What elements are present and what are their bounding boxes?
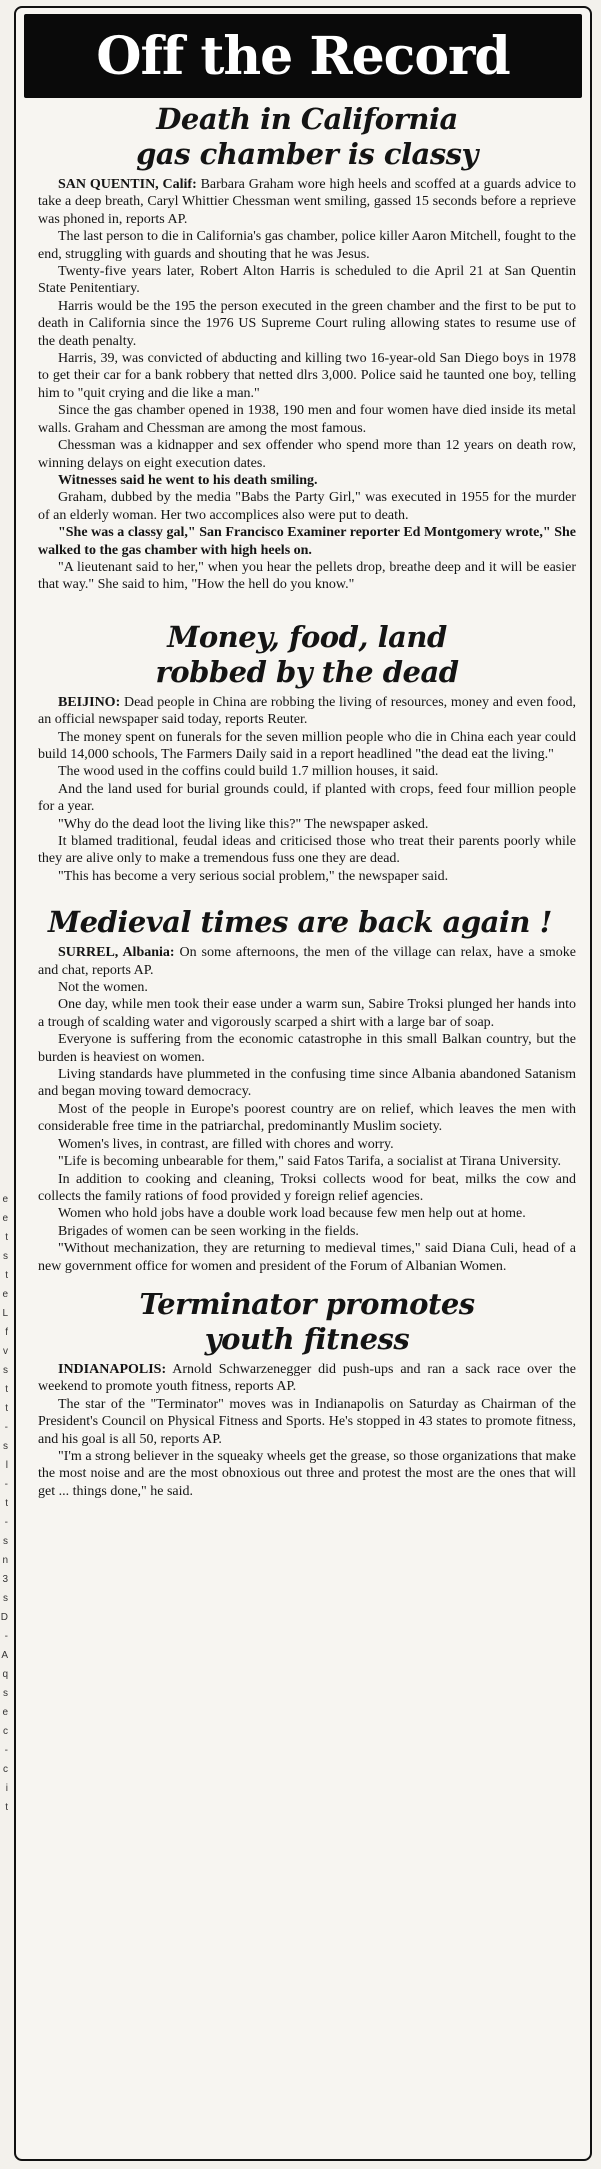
- edge-fragment: t: [5, 1403, 8, 1414]
- paragraph-text: The money spent on funerals for the seven million people who die in China each year could build 14,000 schools, The Farmers Daily said in a report headlined "the dead eat the living.": [38, 729, 576, 762]
- headline-line: Death in California: [156, 102, 458, 136]
- paragraph-text: Twenty-five years later, Robert Alton Harris is scheduled to die April 21 at San Quentin State Penitentiary.: [38, 264, 576, 297]
- body-paragraph: [38, 1240, 576, 1275]
- paragraph-text: Witnesses said he went to his death smiling.: [58, 472, 318, 488]
- headline-line: robbed by the dead: [155, 654, 459, 689]
- paragraph-text: Dead people in China are robbing the living of resources, money and even food, an official newspaper said today, reports Reuter.: [38, 694, 576, 728]
- paragraph-text: The wood used in the coffins could build 1.7 million houses, it said.: [58, 764, 439, 780]
- edge-fragment: 3: [2, 1574, 8, 1585]
- adjacent-column-fragments: [0, 1190, 8, 2140]
- body-paragraph: [38, 472, 576, 489]
- paragraph-text: "A lieutenant said to her," when you hear the pellets drop, breathe deep and it will be easier that way." She said to him, "How the hell do you know.": [38, 559, 576, 593]
- paragraph-text: Brigades of women can be seen working in the fields.: [58, 1223, 359, 1239]
- edge-fragment: t: [5, 1498, 8, 1509]
- dateline: BEIJINO:: [58, 694, 121, 710]
- body-paragraph: [38, 979, 576, 996]
- body-paragraph: [38, 402, 576, 437]
- article-headline: [38, 1287, 576, 1357]
- body-paragraph: [38, 1448, 576, 1500]
- off-the-record-column: [14, 6, 592, 2161]
- body-paragraph: [38, 228, 576, 263]
- body-paragraph: [38, 524, 576, 559]
- body-paragraph: [38, 437, 576, 472]
- body-paragraph: [38, 868, 576, 885]
- paragraph-text: One day, while men took their ease under a warm sun, Sabire Troksi plunged her hands into a trough of scalding water and vigorously scarped a shirt with a large bar of soap.: [38, 997, 576, 1030]
- edge-fragment: c: [3, 1764, 8, 1775]
- edge-fragment: s: [3, 1536, 8, 1547]
- paragraph-text: "Life is becoming unbearable for them," said Fatos Tarifa, a socialist at Tirana University.: [58, 1154, 562, 1170]
- paragraph-text: It blamed traditional, feudal ideas and criticised those who treat their parents poorly while they are alive only to make a tremendous fuss one they are dead.: [38, 834, 576, 867]
- edge-fragment: l: [5, 1460, 8, 1471]
- paragraph-text: Chessman was a kidnapper and sex offender who spend more than 12 years on death row, winning delays on eight execution dates.: [38, 438, 576, 471]
- body-paragraph: [38, 816, 576, 833]
- paragraph-text: Everyone is suffering from the economic catastrophe in this small Balkan country, but the burden is heaviest on women.: [38, 1032, 576, 1065]
- body-paragraph: [38, 1171, 576, 1206]
- body-paragraph: [38, 1153, 576, 1170]
- body-paragraph: [38, 833, 576, 868]
- edge-fragment: c: [3, 1726, 8, 1737]
- paragraph-text: The star of the "Terminator" moves was in Indianapolis on Saturday as Chairman of the President's Council on Physical Fitness and Sports. He's stopped in 43 states to promote fitness, and his goal is all 50, reports AP.: [38, 1396, 576, 1447]
- paragraph-text: Since the gas chamber opened in 1938, 190 men and four women have died inside its metal walls. Graham and Chessman are among the most famous.: [38, 403, 576, 436]
- body-paragraph: [38, 489, 576, 524]
- headline-line: Medieval times are back again !: [48, 905, 552, 940]
- body-paragraph: [38, 1396, 576, 1448]
- body-paragraph: [38, 1205, 576, 1222]
- edge-fragment: e: [2, 1213, 8, 1224]
- paragraph-text: Harris would be the 195 the person executed in the green chamber and the first to be put to death in California since the 1976 US Supreme Court ruling allowing states to resume use of the death penalty.: [38, 298, 576, 349]
- body-paragraph: [38, 263, 576, 298]
- lead-paragraph: [38, 694, 576, 729]
- headline-line: Terminator promotes: [139, 1286, 475, 1321]
- dateline: SAN QUENTIN, Calif:: [58, 177, 197, 192]
- article-headline: [38, 905, 576, 940]
- edge-fragment: i: [5, 1783, 8, 1794]
- edge-fragment: n: [2, 1555, 8, 1566]
- edge-fragment: e: [2, 1194, 8, 1205]
- paragraph-text: "Why do the dead loot the living like this?" The newspaper asked.: [58, 816, 429, 832]
- paragraph-text: Arnold Schwarzenegger did push-ups and ran a sack race over the weekend to promote youth fitness, reports AP.: [38, 1361, 577, 1395]
- paragraph-text: "She was a classy gal," San Francisco Examiner reporter Ed Montgomery wrote," She walked to the gas chamber with high heels on.: [38, 525, 576, 558]
- article-body: [38, 1361, 576, 1500]
- edge-fragment: t: [5, 1270, 8, 1281]
- article-money-food-land: [16, 620, 590, 885]
- dateline: INDIANAPOLIS:: [58, 1361, 167, 1377]
- lead-paragraph: [38, 176, 576, 228]
- edge-fragment: L: [2, 1308, 8, 1319]
- paragraph-text: Not the women.: [58, 980, 148, 996]
- edge-fragment: -: [4, 1745, 8, 1756]
- body-paragraph: [38, 729, 576, 764]
- article-headline: [38, 102, 576, 172]
- edge-fragment: q: [2, 1669, 8, 1680]
- headline-line: youth fitness: [204, 1321, 410, 1356]
- edge-fragment: v: [3, 1346, 8, 1357]
- paragraph-text: The last person to die in California's gas chamber, police killer Aaron Mitchell, fought to the end, struggling with guards and shouting that he was Jesus.: [38, 229, 576, 262]
- edge-fragment: -: [4, 1517, 8, 1528]
- paragraph-text: In addition to cooking and cleaning, Troksi collects wood for beat, milks the cow and collects the family rations of food provided y foreign relief agencies.: [38, 1171, 576, 1204]
- edge-fragment: -: [4, 1479, 8, 1490]
- paragraph-text: "Without mechanization, they are returning to medieval times," said Diana Culi, head of a new government office for women and president of the Forum of Albanian Women.: [38, 1241, 576, 1274]
- body-paragraph: [38, 1031, 576, 1066]
- body-paragraph: [38, 1066, 576, 1101]
- column-banner: Off the Record: [24, 14, 582, 98]
- body-paragraph: [38, 1136, 576, 1153]
- paragraph-text: Harris, 39, was convicted of abducting and killing two 16-year-old San Diego boys in 1978 to get their car for a bank robbery that netted dlrs 3,000. Police said he taunted one boy, telling him to "quit crying and die like a man.": [38, 351, 576, 401]
- edge-fragment: e: [2, 1707, 8, 1718]
- paragraph-text: "I'm a strong believer in the squeaky wheels get the grease, so those organizations that make the most noise and are the most obnoxious out three and protest the most are the ones that will get ... things done," he said.: [38, 1448, 576, 1499]
- edge-fragment: D: [0, 1612, 8, 1623]
- lead-paragraph: [38, 944, 576, 979]
- article-headline: [38, 620, 576, 690]
- edge-fragment: -: [4, 1631, 8, 1642]
- article-body: [38, 176, 576, 594]
- body-paragraph: [38, 559, 576, 594]
- headline-line: gas chamber is classy: [136, 137, 478, 171]
- body-paragraph: [38, 298, 576, 350]
- body-paragraph: [38, 996, 576, 1031]
- article-death-in-california: [16, 102, 590, 594]
- edge-fragment: A: [1, 1650, 8, 1661]
- edge-fragment: -: [4, 1422, 8, 1433]
- paragraph-text: And the land used for burial grounds could, if planted with crops, feed four million people for a year.: [38, 781, 576, 815]
- headline-line: Money, food, land: [167, 619, 447, 654]
- body-paragraph: [38, 763, 576, 780]
- edge-fragment: s: [3, 1365, 8, 1376]
- edge-fragment: s: [3, 1441, 8, 1452]
- edge-fragment: e: [2, 1289, 8, 1300]
- paragraph-text: Women's lives, in contrast, are filled with chores and worry.: [58, 1136, 394, 1152]
- edge-fragment: s: [3, 1251, 8, 1262]
- body-paragraph: [38, 350, 576, 402]
- edge-fragment: t: [5, 1232, 8, 1243]
- paragraph-text: Most of the people in Europe's poorest country are on relief, which leaves the men with considerable free time in the patriarchal, predominantly Muslim society.: [38, 1101, 576, 1135]
- body-paragraph: [38, 1101, 576, 1136]
- paragraph-text: Barbara Graham wore high heels and scoffed at a guards advice to take a deep breath, Caryl Whittier Chessman went smiling, gassed 15 seconds before a reprieve was phoned in, reports AP.: [38, 177, 576, 227]
- edge-fragment: f: [5, 1327, 8, 1338]
- body-paragraph: [38, 781, 576, 816]
- paragraph-text: "This has become a very serious social problem," the newspaper said.: [58, 868, 449, 884]
- edge-fragment: s: [3, 1688, 8, 1699]
- article-body: [38, 694, 576, 885]
- paragraph-text: Living standards have plummeted in the confusing time since Albania abandoned Satanism and began moving toward democracy.: [38, 1067, 576, 1100]
- paragraph-text: On some afternoons, the men of the village can relax, have a smoke and chat, reports AP.: [38, 945, 577, 978]
- article-terminator-fitness: [16, 1287, 590, 1500]
- lead-paragraph: [38, 1361, 576, 1396]
- article-medieval-times: [16, 905, 590, 1275]
- paragraph-text: Graham, dubbed by the media "Babs the Party Girl," was executed in 1955 for the murder of an elderly woman. Her two accomplices also were put to death.: [38, 490, 576, 523]
- edge-fragment: t: [5, 1384, 8, 1395]
- body-paragraph: [38, 1223, 576, 1240]
- article-body: [38, 944, 576, 1275]
- edge-fragment: s: [3, 1593, 8, 1604]
- paragraph-text: Women who hold jobs have a double work load because few men help out at home.: [58, 1206, 526, 1222]
- edge-fragment: t: [5, 1802, 8, 1813]
- dateline: SURREL, Albania:: [58, 945, 175, 961]
